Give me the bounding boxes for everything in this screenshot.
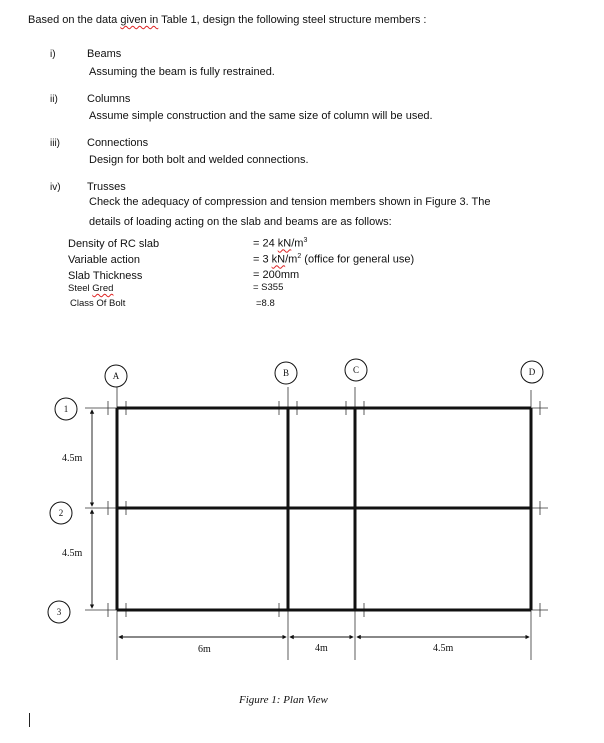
property-label: Density of RC slab: [68, 238, 160, 250]
intro-underlined-text: given in: [120, 14, 159, 26]
grid-label-row-1: 1: [63, 404, 69, 414]
grid-label-column-b: B: [282, 368, 290, 378]
item-description-continued: details of loading acting on the slab and beams are as follows:: [89, 216, 392, 228]
grid-label-column-d: D: [528, 367, 536, 377]
property-value: = 24 $kN/m^3$: [253, 237, 308, 250]
item-number: i): [50, 49, 56, 60]
col-spacing-label: 4.5m: [433, 643, 454, 654]
item-title: Trusses: [87, 181, 126, 193]
property-label: Class Of Bolt: [70, 298, 126, 309]
property-label: Variable action: [68, 254, 140, 266]
item-title: Beams: [87, 48, 122, 60]
property-label: Slab Thickness: [68, 270, 143, 282]
property-label: Steel Gred: [68, 283, 114, 294]
property-value: = S355: [253, 282, 284, 293]
item-number: iv): [50, 182, 61, 193]
grid-label-column-c: C: [352, 365, 360, 375]
row-spacing-label: 4.5m: [62, 453, 83, 464]
item-description: Design for both bolt and welded connections.: [89, 154, 309, 166]
item-description: Check the adequacy of compression and tension members shown in Figure 3. The: [89, 196, 491, 208]
item-number: iii): [50, 138, 60, 149]
col-spacing-label: 6m: [198, 644, 211, 655]
grid-label-column-a: A: [112, 371, 120, 381]
property-value: = 3 $kN/m^2$ (office for general use): [253, 253, 415, 266]
text-cursor: [29, 713, 30, 727]
property-value: =8.8: [256, 298, 275, 309]
item-title: Columns: [87, 93, 131, 105]
grid-extension-lines: [85, 387, 548, 660]
intro-text: Based on the data given in Table 1, design the following steel structure members :: [28, 14, 427, 26]
item-title: Connections: [87, 137, 149, 149]
property-value: = 200mm: [253, 269, 300, 281]
grid-label-row-2: 2: [58, 508, 64, 518]
item-description: Assuming the beam is fully restrained.: [89, 66, 275, 78]
grid-label-row-3: 3: [56, 607, 62, 617]
beam-lines: [117, 408, 531, 610]
item-description: Assume simple construction and the same size of column will be used.: [89, 110, 433, 122]
item-number: ii): [50, 94, 58, 105]
figure-caption: Figure 1: Plan View: [239, 694, 328, 706]
col-spacing-label: 4m: [315, 643, 328, 654]
row-spacing-label: 4.5m: [62, 548, 83, 559]
